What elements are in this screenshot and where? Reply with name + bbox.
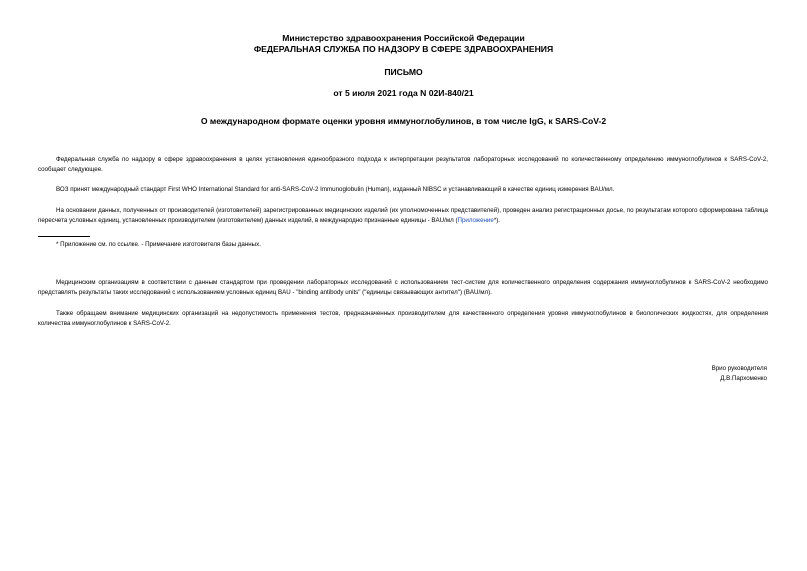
paragraph-conversion-tail: *). bbox=[493, 217, 501, 224]
paragraph-conversion-text: На основании данных, полученных от производителей (изготовителей) зарегистрированных медицинских изделий (их уполномоченных представителей), проведен анализ регистрационных досье, по результатам которого сформирована таблица пересчета условных единиц, установленных производителем (изготовителем) данных изделий, в международно признанные единицы - BAU/мл ( bbox=[38, 207, 768, 224]
signature-role: Врио руководителя bbox=[711, 365, 767, 372]
ministry-title: Министерство здравоохранения Российской Федерации bbox=[282, 33, 525, 43]
paragraph-qualitative-tests: Также обращаем внимание медицинских организаций на недопустимость применения тестов, предназначенных производителем для качественного определения уровня иммуноглобулинов в биологических жидкостях, для определения количества иммуноглобулинов к SARS-CoV-2. bbox=[38, 310, 768, 327]
footnote-divider bbox=[38, 236, 90, 237]
document-subject: О международном формате оценки уровня иммуноглобулинов, в том числе IgG, к SARS-CoV-2 bbox=[200, 116, 607, 126]
service-title: ФЕДЕРАЛЬНАЯ СЛУЖБА ПО НАДЗОРУ В СФЕРЕ ЗДРАВООХРАНЕНИЯ bbox=[253, 44, 554, 54]
paragraph-conversion-table bbox=[38, 206, 768, 226]
appendix-link[interactable]: Приложение bbox=[457, 217, 494, 224]
document-type: ПИСЬМО bbox=[384, 67, 423, 77]
paragraph-who-standard: ВОЗ принят международный стандарт First WHO International Standard for anti-SARS-CoV-2 Immunoglobulin (Human), изданный NIBSC и устанавливающий в качестве единиц измерения BAU/мл. bbox=[56, 186, 615, 193]
paragraph-bau-requirement: Медицинским организациям в соответствии с данным стандартом при проведении лабораторных исследований с использованием тест-систем для количественного определения содержания иммуноглобулинов к SARS-CoV-2 необходимо представлять результаты таких исследований с использованием условных единиц BAU - "binding antibody units" ("единицы связывающих антител") (BAU/мл). bbox=[38, 279, 768, 296]
signature-name: Д.В.Пархоменко bbox=[720, 375, 767, 382]
footnote-text: * Приложение см. по ссылке. - Примечание изготовителя базы данных. bbox=[56, 241, 261, 248]
document-date-number: от 5 июля 2021 года N 02И-840/21 bbox=[333, 88, 474, 98]
paragraph-intro: Федеральная служба по надзору в сфере здравоохранения в целях установления единообразного подхода к интерпретации результатов лабораторных исследований по количественному определению иммуноглобулинов к SARS-CoV-2, сообщает следующее. bbox=[38, 156, 768, 173]
